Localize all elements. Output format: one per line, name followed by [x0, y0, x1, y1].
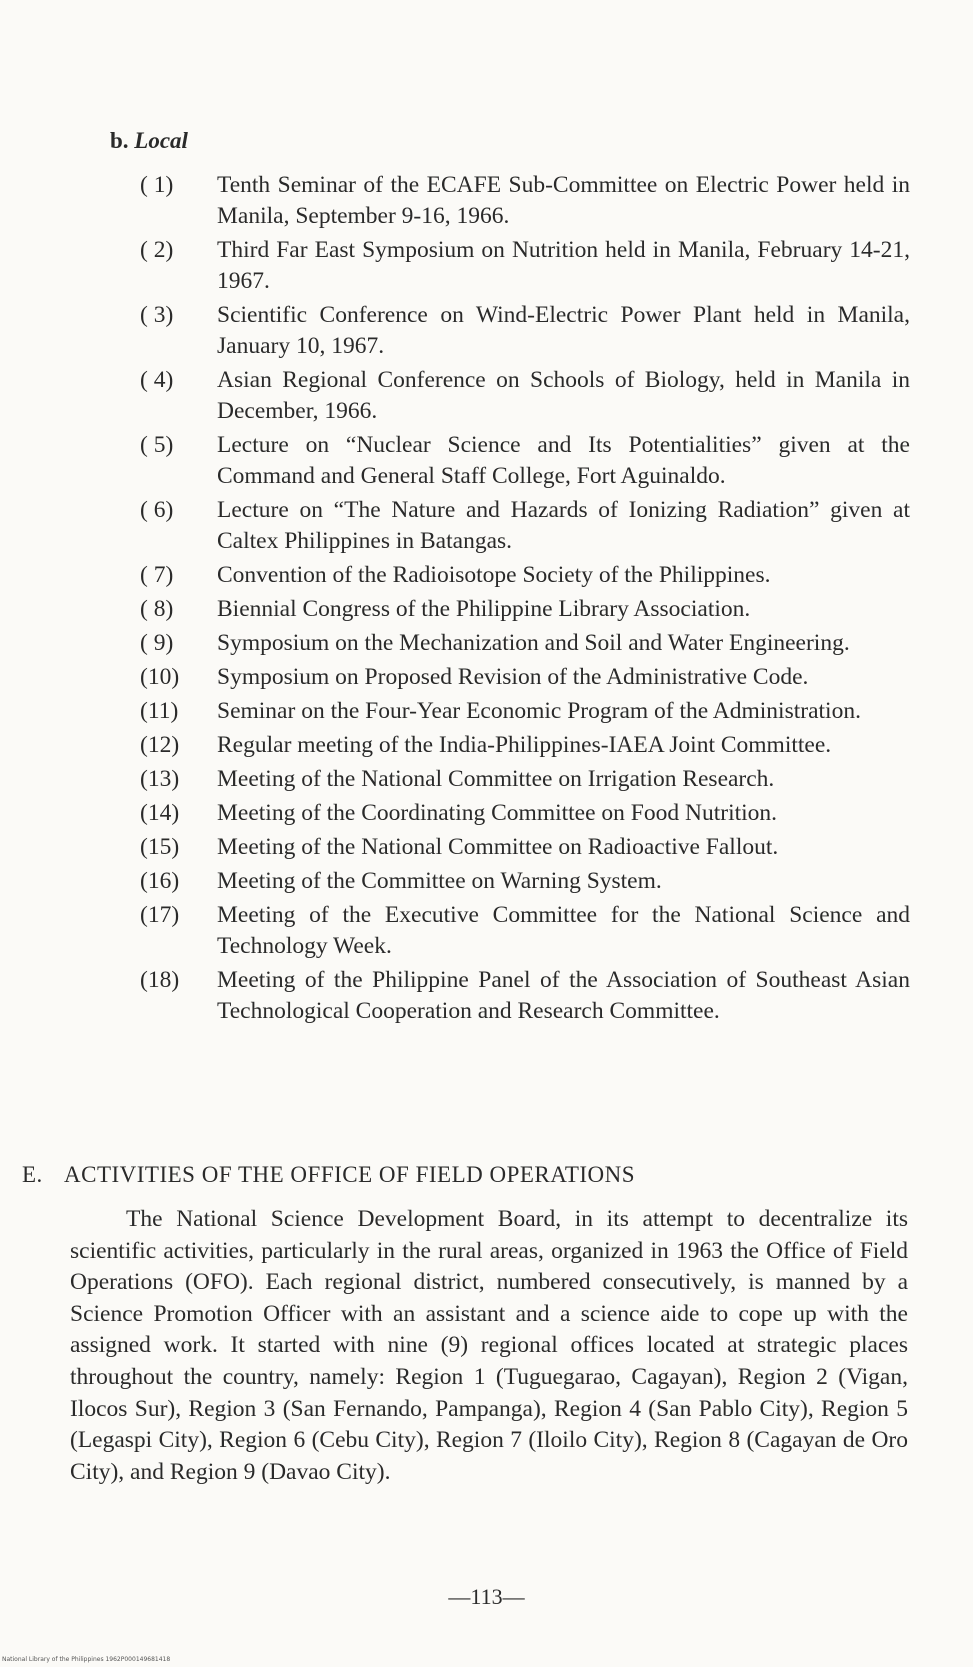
section-heading	[22, 1162, 635, 1188]
list-item	[140, 300, 910, 362]
list-item-text: Symposium on Proposed Revision of the Administrative Code.	[217, 664, 809, 690]
list-item	[140, 365, 910, 427]
list-item-number: (17)	[140, 902, 180, 928]
list-item-text: Lecture on “The Nature and Hazards of Ionizing Radiation” given at Caltex Philippines in Batangas.	[217, 497, 910, 554]
list-item-number: ( 2)	[140, 237, 174, 263]
list-item-text: Symposium on the Mechanization and Soil and Water Engineering.	[217, 630, 850, 656]
page-number: —113—	[448, 1584, 525, 1609]
list-item-number: (10)	[140, 664, 180, 690]
list-item-number: ( 8)	[140, 596, 174, 622]
list-item-text: Regular meeting of the India-Philippines-IAEA Joint Committee.	[217, 732, 832, 758]
list-item-number: (13)	[140, 766, 180, 792]
list-item	[140, 696, 910, 727]
list-item-text: Lecture on “Nuclear Science and Its Potentialities” given at the Command and General Staff College, Fort Aguinaldo.	[217, 432, 910, 489]
list-item	[140, 832, 910, 863]
list-item-number: (15)	[140, 834, 180, 860]
list-item-text: Scientific Conference on Wind-Electric Power Plant held in Manila, January 10, 1967.	[217, 302, 910, 359]
list-item-number: (18)	[140, 967, 180, 993]
list-item	[140, 495, 910, 557]
list-item	[140, 866, 910, 897]
list-item-number: ( 1)	[140, 172, 174, 198]
list-item	[140, 900, 910, 962]
list-item-number: ( 3)	[140, 302, 174, 328]
list-item-text: Third Far East Symposium on Nutrition held in Manila, February 14-21, 1967.	[217, 237, 910, 294]
list-item-number: ( 6)	[140, 497, 174, 523]
list-item-number: (11)	[140, 698, 179, 724]
list-item-text: Meeting of the Committee on Warning System.	[217, 868, 662, 894]
list-item-text: Seminar on the Four-Year Economic Program of the Administration.	[217, 698, 861, 724]
list-item	[140, 235, 910, 297]
list-item-text: Biennial Congress of the Philippine Library Association.	[217, 596, 751, 622]
list-item-number: (12)	[140, 732, 180, 758]
list-item-number: ( 5)	[140, 432, 174, 458]
list-item-text: Tenth Seminar of the ECAFE Sub-Committee on Electric Power held in Manila, September 9-16, 1966.	[217, 172, 910, 229]
list-item	[140, 628, 910, 659]
list-item	[140, 430, 910, 492]
list-item-text: Convention of the Radioisotope Society of the Philippines.	[217, 562, 771, 588]
subsection-label: Local	[134, 128, 188, 153]
list-item	[140, 594, 910, 625]
list-item	[140, 560, 910, 591]
list-item-text: Meeting of the National Committee on Irrigation Research.	[217, 766, 775, 792]
body-paragraph: The National Science Development Board, in its attempt to decentralize its scientific activities, particularly in the rural areas, organized in 1963 the Office of Field Operations (OFO). Each regional district, numbered consecutively, is manned by a Science Promotion Officer with an assistant and a science aide to cope up with the assigned work. It started with nine (9) regional offices located at strategic places throughout the country, namely: Region 1 (Tuguegarao, Cagayan), Region 2 (Vigan, Ilocos Sur), Region 3 (San Fernando, Pampanga), Region 4 (San Pablo City), Region 5 (Legaspi City), Region 6 (Cebu City), Region 7 (Iloilo City), Region 8 (Cagayan de Oro City), and Region 9 (Davao City).	[70, 1206, 908, 1485]
list-item	[140, 170, 910, 232]
list-item-text: Meeting of the Coordinating Committee on Food Nutrition.	[217, 800, 778, 826]
list-item-number: (16)	[140, 868, 180, 894]
list-item	[140, 965, 910, 1027]
list-item-number: ( 7)	[140, 562, 174, 588]
activity-list	[140, 170, 910, 1030]
section-title: ACTIVITIES OF THE OFFICE OF FIELD OPERATIONS	[64, 1162, 636, 1187]
list-item-number: (14)	[140, 800, 180, 826]
list-item-number: ( 9)	[140, 630, 174, 656]
list-item-text: Meeting of the Philippine Panel of the Association of Southeast Asian Technological Cooperation and Research Committee.	[217, 967, 910, 1024]
list-item	[140, 662, 910, 693]
subsection-letter: b.	[110, 128, 129, 153]
list-item-text: Meeting of the Executive Committee for the National Science and Technology Week.	[217, 902, 910, 959]
list-item	[140, 798, 910, 829]
subsection-heading	[110, 128, 188, 154]
list-item	[140, 730, 910, 761]
list-item-text: Asian Regional Conference on Schools of Biology, held in Manila in December, 1966.	[217, 367, 910, 424]
list-item-text: Meeting of the National Committee on Radioactive Fallout.	[217, 834, 779, 860]
list-item-number: ( 4)	[140, 367, 174, 393]
list-item	[140, 764, 910, 795]
scan-footer: National Library of the Philippines 1962P000149681418	[2, 1656, 171, 1663]
section-letter: E.	[22, 1162, 43, 1187]
